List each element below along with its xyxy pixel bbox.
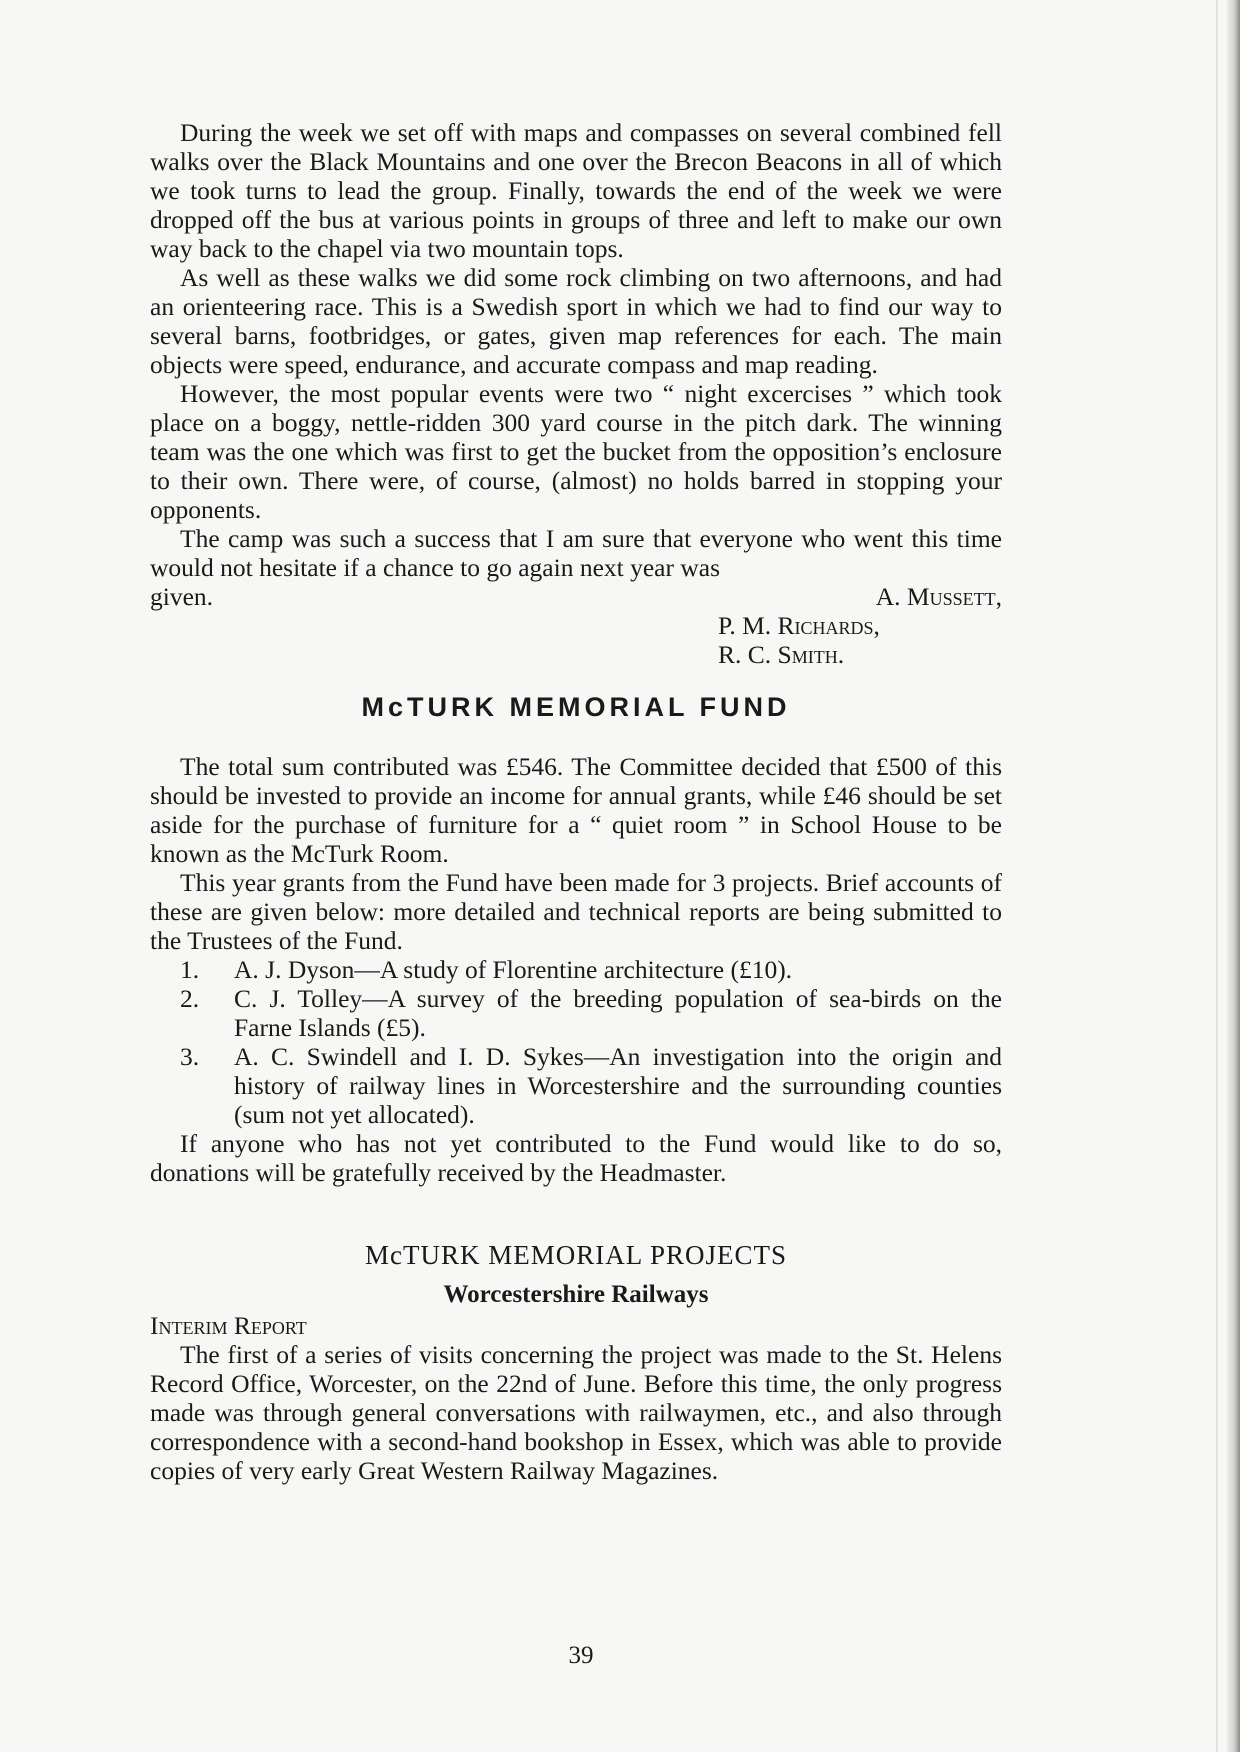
list-item-text: A. C. Swindell and I. D. Sykes—An investigation into the origin and history of railway lines in Worcestershire and the surrounding counties (sum not yet allocated).: [234, 1042, 1002, 1129]
list-item: [150, 1042, 1002, 1129]
signatory-1: A. Mussett,: [875, 582, 1002, 611]
list-item: [150, 984, 1002, 1042]
list-item-number: 2.: [180, 984, 200, 1013]
subsection-title-railways: Worcestershire Railways: [443, 1281, 709, 1308]
list-item-text: C. J. Tolley—A survey of the breeding population of sea-birds on the Farne Islands (£5).: [234, 984, 1002, 1042]
signature-row: [150, 582, 1002, 611]
section-title-memorial-fund: McTURK MEMORIAL FUND: [361, 692, 791, 722]
paragraph-orienteering: As well as these walks we did some rock climbing on two afternoons, and had an orienteering race. This is a Swedish sport in which we had to find our way to several barns, footbridges, or gates, given map references for each. The main objects were speed, endurance, and accurate compass and map reading.: [150, 263, 1002, 379]
signatory-3: R. C. Smith.: [718, 640, 845, 669]
paragraph-fund-total: The total sum contributed was £546. The Committee decided that £500 of this should be invested to provide an income for annual grants, while £46 should be set aside for the purchase of furniture for a “ quiet room ” in School House to be known as the McTurk Room.: [150, 752, 1002, 868]
closing-word: given.: [150, 582, 214, 611]
interim-report-heading: Interim Report: [150, 1311, 307, 1340]
paragraph-donations: If anyone who has not yet contributed to the Fund would like to do so, donations will be gratefully received by the Headmaster.: [150, 1129, 1002, 1187]
list-item-number: 3.: [180, 1042, 200, 1071]
document-page: [150, 118, 1002, 1485]
list-item-number: 1.: [180, 955, 200, 984]
list-item: [150, 955, 1002, 984]
paragraph-record-office: The first of a series of visits concerning the project was made to the St. Helens Record Office, Worcester, on the 22nd of June. Before this time, the only progress made was through general conversations with railwaymen, etc., and also through correspondence with a second-hand bookshop in Essex, which was able to provide copies of very early Great Western Railway Magazines.: [150, 1340, 1002, 1485]
paragraph-grants: This year grants from the Fund have been made for 3 projects. Brief accounts of these are given below: more detailed and technical reports are being submitted to the Trustees of the Fund.: [150, 868, 1002, 955]
section-title-memorial-projects: McTURK MEMORIAL PROJECTS: [364, 1240, 788, 1270]
paragraph-night-exercises: However, the most popular events were two “ night excercises ” which took place on a boggy, nettle-ridden 300 yard course in the pitch dark. The winning team was the one which was first to get the bucket from the opposition’s enclosure to their own. There were, of course, (almost) no holds barred in stopping your opponents.: [150, 379, 1002, 524]
projects-list: [150, 955, 1002, 1129]
signatory-2: P. M. Richards,: [718, 611, 880, 640]
list-item-text: A. J. Dyson—A study of Florentine architecture (£10).: [234, 955, 793, 984]
scan-shadow-line: [1216, 0, 1218, 1752]
page-number: 39: [568, 1642, 594, 1669]
paragraph-fell-walks: During the week we set off with maps and compasses on several combined fell walks over the Black Mountains and one over the Brecon Beacons in all of which we took turns to lead the group. Finally, towards the end of the week we were dropped off the bus at various points in groups of three and left to make our own way back to the chapel via two mountain tops.: [150, 118, 1002, 263]
paragraph-camp-success: The camp was such a success that I am sure that everyone who went this time would not hesitate if a chance to go again next year was: [150, 524, 1002, 582]
page-edge-shadow: [1226, 0, 1240, 1752]
